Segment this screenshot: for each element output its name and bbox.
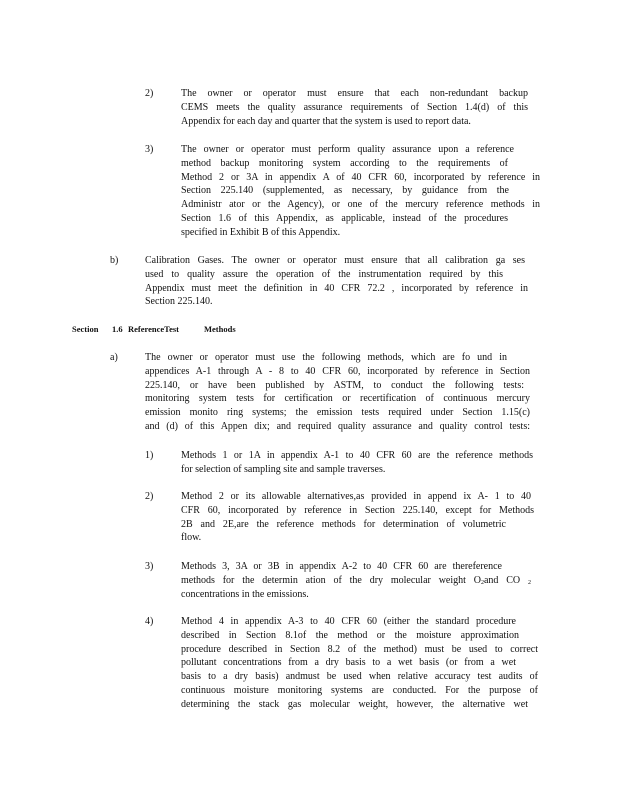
text-line: and (d) of this Appen dix; and required quality assurance and quality control tests: — [145, 420, 530, 432]
text-line: Section 225.140 (supplemented, as necessary, by guidance from the — [181, 185, 509, 197]
text-line: CEMS meets the quality assurance requirements of Section 1.4(d) of this — [181, 101, 528, 113]
text-line: Method 2 or 3A in appendix A of 40 CFR 60, incorporated by reference in — [181, 171, 540, 183]
text-line: emission monito ring systems; the emission tests required under Section 1.15(c) — [145, 407, 530, 419]
text-line: appendices A-1 through A - 8 to 40 CFR 60, incorporated by reference in Section — [145, 365, 530, 377]
text-fragment: and CO — [483, 574, 521, 586]
text-line: The owner or operator must use the following methods, which are fo und in — [145, 352, 507, 363]
text-line: CFR 60, incorporated by reference in Section 225.140, except for Methods — [181, 504, 534, 516]
text-line: Administr ator or the Agency), or one of the mercury reference methods in — [181, 199, 540, 211]
list-marker: 2) — [145, 88, 154, 99]
list-marker: 3) — [145, 561, 154, 572]
section-title-part: Methods — [204, 324, 236, 334]
text-line: Method 2 or its allowable alternatives,as provided in append ix A- 1 to 40 — [181, 491, 531, 502]
list-marker: 1) — [145, 450, 154, 461]
subscript: 2 — [480, 579, 484, 586]
text-line: Section 1.6 of this Appendix, as applicable, instead of the procedures — [181, 212, 508, 224]
text-line: for selection of sampling site and sample traverses. — [181, 463, 386, 475]
text-line: described in Section 8.1of the method or the moisture approximation — [181, 629, 519, 641]
list-item-text — [181, 143, 540, 240]
text-line: 2B and 2E,are the reference methods for determination of volumetric — [181, 518, 506, 530]
list-item-text — [181, 449, 533, 477]
text-line: procedure described in Section 8.2 of the method) must be used to correct — [181, 643, 538, 655]
list-item-text — [145, 254, 528, 309]
text-line: 225.140, or have been published by ASTM, to conduct the following tests: — [145, 379, 524, 391]
text-line: monitoring system tests for certification or recertification of continuous mercury — [145, 393, 530, 405]
list-marker: 3) — [145, 144, 154, 155]
text-line: The owner or operator must perform quality assurance upon a reference — [181, 144, 514, 155]
section-label: Section — [72, 324, 99, 334]
list-marker: 4) — [145, 616, 154, 627]
text-line: flow. — [181, 532, 202, 544]
list-item-text — [145, 351, 530, 434]
list-marker: b) — [110, 255, 119, 266]
text-line — [181, 574, 531, 588]
text-line: basis to a dry basis) andmust be used when relative accuracy test audits of — [181, 671, 538, 683]
text-line: The owner or operator must ensure that each non-redundant backup — [181, 88, 528, 99]
list-item-text — [181, 87, 528, 128]
section-title-part: ReferenceTest — [128, 324, 179, 334]
text-line: method backup monitoring system according to the requirements of — [181, 157, 508, 169]
text-line: Calibration Gases. The owner or operator must ensure that all calibration ga ses — [145, 255, 525, 266]
list-item-text — [181, 615, 538, 712]
text-line: Method 4 in appendix A-3 to 40 CFR 60 (either the standard procedure — [181, 616, 516, 627]
text-line: Appendix for each day and quarter that the system is used to report data. — [181, 115, 471, 127]
text-line: continuous moisture monitoring systems are conducted. For the purpose of — [181, 684, 538, 696]
list-item-text — [181, 490, 534, 545]
text-line: Methods 3, 3A or 3B in appendix A-2 to 40 CFR 60 are thereference — [181, 561, 502, 572]
text-line: determining the stack gas molecular weight, however, the alternative wet — [181, 698, 528, 710]
list-item-text — [181, 560, 534, 601]
text-line: specified in Exhibit B of this Appendix. — [181, 226, 341, 238]
text-line: used to quality assure the operation of the instrumentation required by this — [145, 268, 503, 280]
text-line: Section 225.140. — [145, 296, 213, 308]
subscript: 2 — [528, 579, 531, 586]
text-fragment: methods for the determin ation of the dry molecular weight O — [181, 574, 481, 586]
text-line: Methods 1 or 1A in appendix A-1 to 40 CFR 60 are the reference methods — [181, 450, 533, 461]
text-line: Appendix must meet the definition in 40 CFR 72.2 , incorporated by reference in — [145, 282, 528, 294]
list-marker: a) — [110, 352, 118, 363]
section-number: 1.6 — [112, 324, 123, 334]
list-marker: 2) — [145, 491, 154, 502]
text-line: pollutant concentrations from a dry basis to a wet basis (or from a wet — [181, 657, 516, 669]
text-line: concentrations in the emissions. — [181, 588, 309, 600]
